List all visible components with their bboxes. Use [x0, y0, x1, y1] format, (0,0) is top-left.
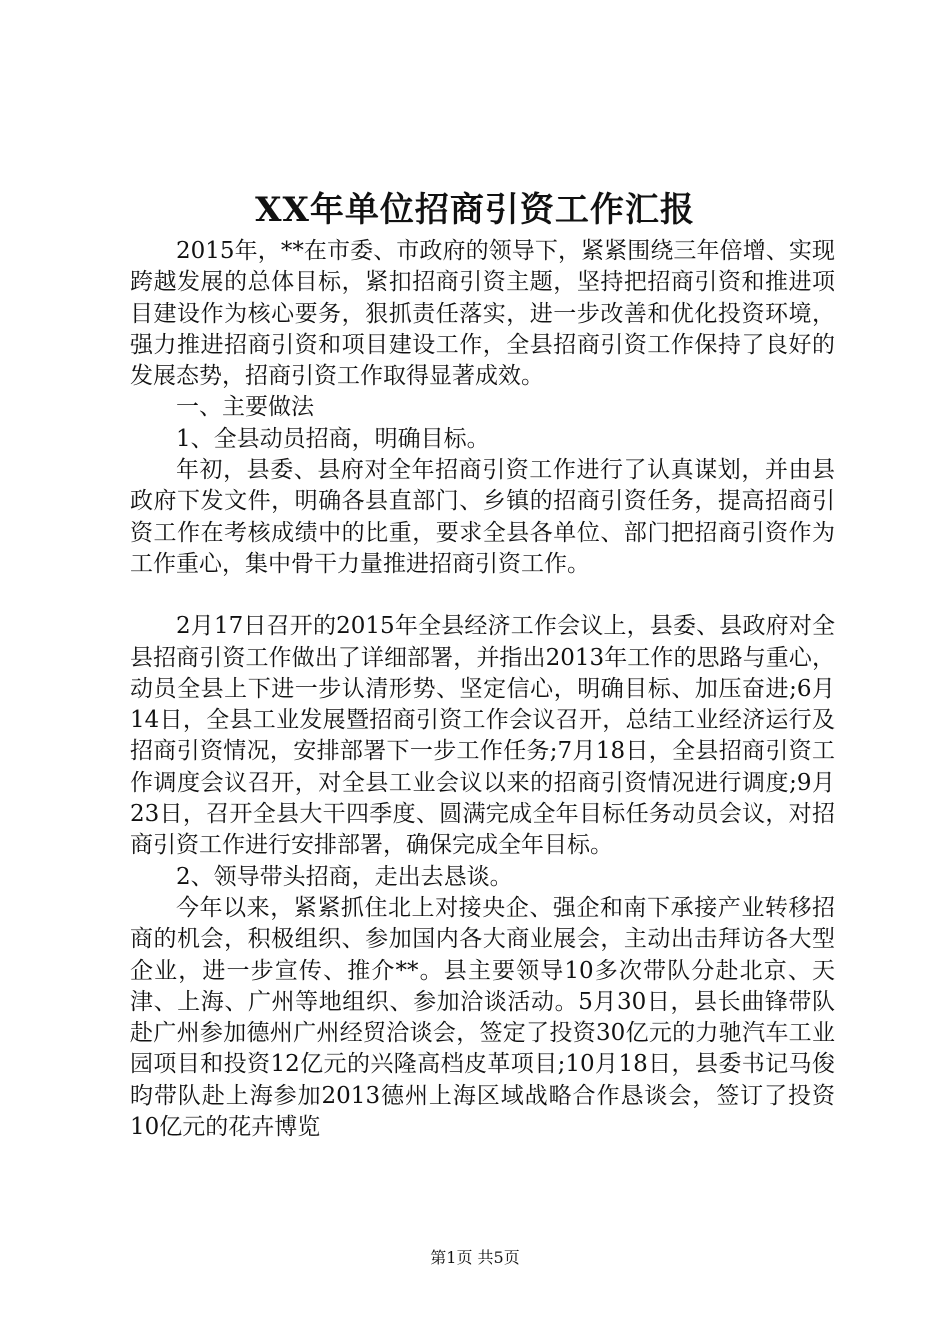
paragraph-annual-planning: 年初，县委、县府对全年招商引资工作进行了认真谋划，并由县政府下发文件，明确各县直部门、乡镇的招商引资任务，提高招商引资工作在考核成绩中的比重，要求全县各单位、部门把招商引资作为工作重心，集中骨干力量推进招商引资工作。: [130, 457, 835, 577]
subheading-leaders-lead: 2、领导带头招商，走出去恳谈。: [176, 863, 513, 890]
document-title: XX年单位招商引资工作汇报: [255, 190, 695, 230]
paragraph-meetings: 2月17日召开的2015年全县经济工作会议上，县委、县政府对全县招商引资工作做出了详细部署，并指出2013年工作的思路与重心，动员全县上下进一步认清形势、坚定信心，明确目标、加压奋进;6月14日，全县工业发展暨招商引资工作会议召开，总结工业经济运行及招商引资情况，安排部署下一步工作任务;7月18日，全县招商引资工作调度会议召开，对全县工业会议以来的招商引资情况进行调度;9月23日，召开全县大干四季度、圆满完成全年目标任务动员会议，对招商引资工作进行安排部署，确保完成全年目标。: [130, 613, 835, 859]
paragraph-intro: 2015年，**在市委、市政府的领导下，紧紧围绕三年倍增、实现跨越发展的总体目标，紧扣招商引资主题，坚持把招商引资和推进项目建设作为核心要务，狠抓责任落实，进一步改善和优化投资环境，强力推进招商引资和项目建设工作，全县招商引资工作保持了良好的发展态势，招商引资工作取得显著成效。: [130, 238, 835, 390]
section-heading-main-practices: 一、主要做法: [176, 394, 314, 421]
document-body: [130, 236, 835, 1143]
page-number-footer: 第1页 共5页: [430, 1248, 520, 1267]
subheading-county-mobilization: 1、全县动员招商，明确目标。: [176, 425, 490, 452]
paragraph-outreach: 今年以来，紧紧抓住北上对接央企、强企和南下承接产业转移招商的机会，积极组织、参加国内各大商业展会，主动出击拜访各大型企业，进一步宣传、推介**。县主要领导10多次带队分赴北京、天津、上海、广州等地组织、参加洽谈活动。5月30日，县长曲锋带队赴广州参加德州广州经贸洽谈会，签定了投资30亿元的力驰汽车工业园项目和投资12亿元的兴隆高档皮革项目;10月18日，县委书记马俊昀带队赴上海参加2013德州上海区域战略合作恳谈会，签订了投资10亿元的花卉博览: [130, 894, 835, 1141]
